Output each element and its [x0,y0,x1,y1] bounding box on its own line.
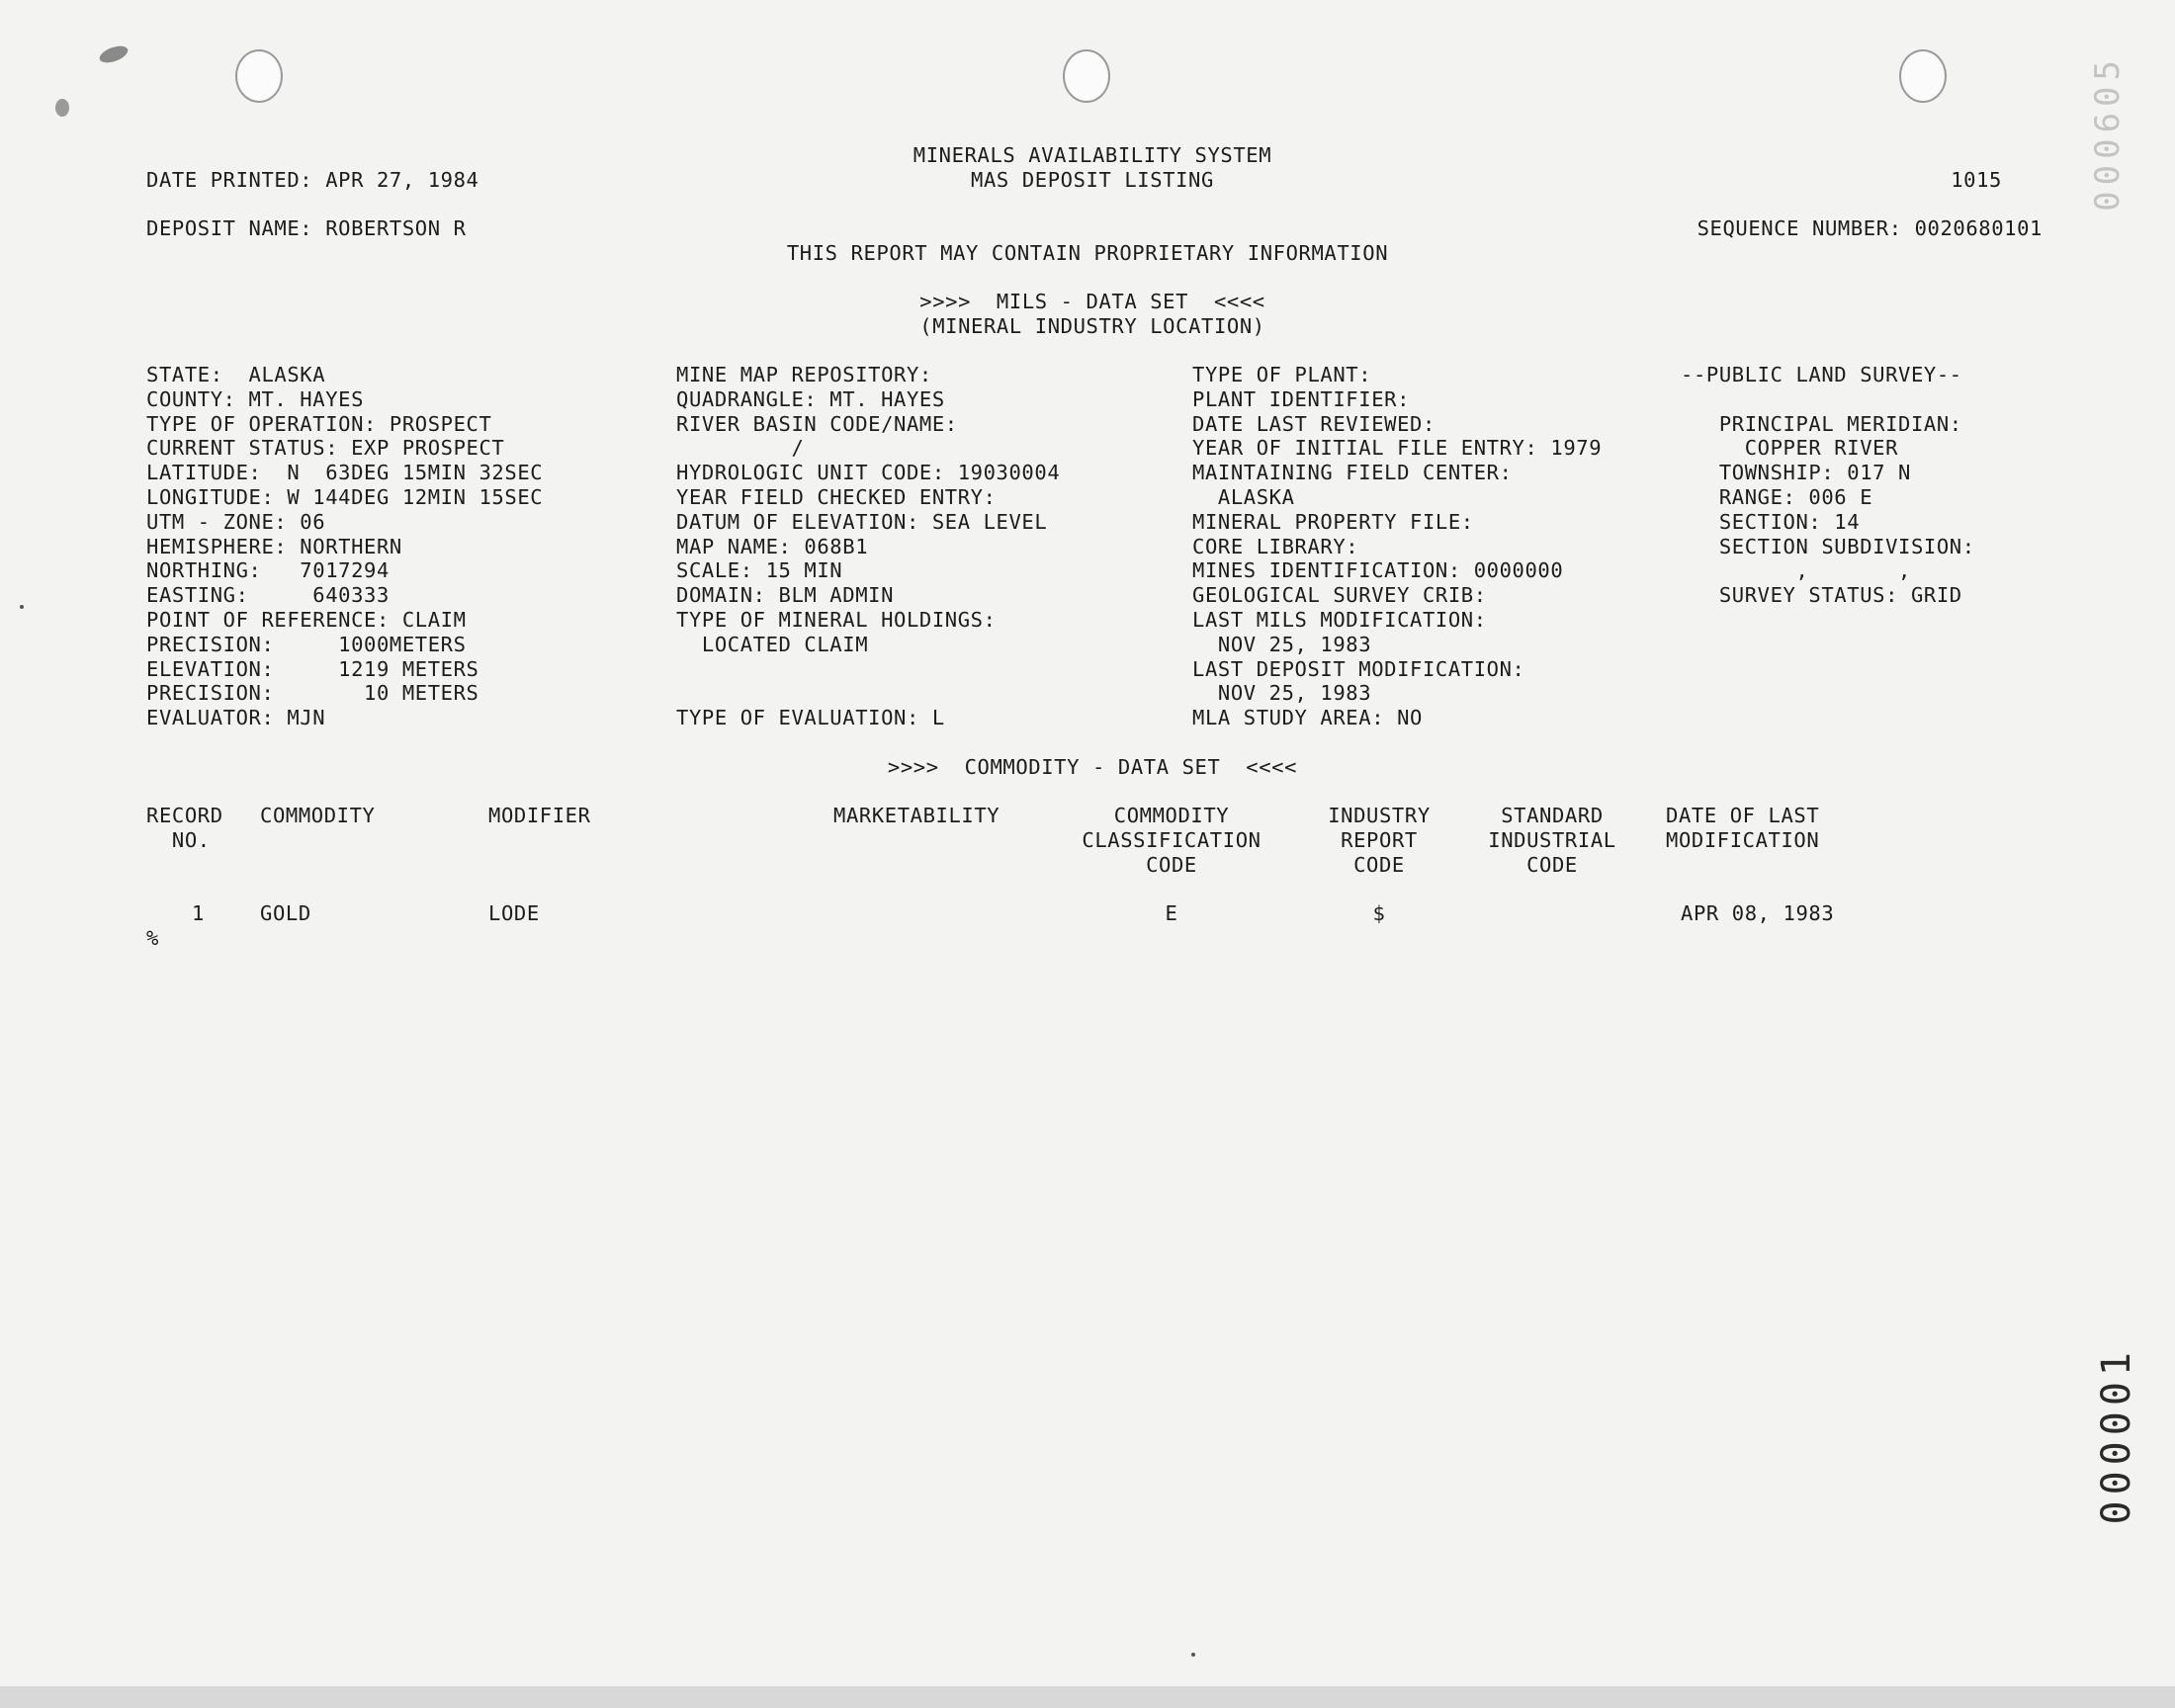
sequence-number: SEQUENCE NUMBER: 0020680101 [1696,216,2043,240]
public-land-survey-column: --PUBLIC LAND SURVEY-- PRINCIPAL MERIDIAN: COPPER RIVER TOWNSHIP: 017 N RANGE: 006 E SECTION: 14 SECTION SUBDIVISION: , , SURVEY STATUS: GRID [1681,363,1975,608]
header-industry-report-code: INDUSTRY REPORT CODE [1328,804,1431,877]
speck [20,605,24,609]
mils-section-title: >>>> MILS - DATA SET <<<< [919,290,1265,313]
header-classification-code: COMMODITY CLASSIFICATION CODE [1082,804,1262,877]
smudge [98,43,130,65]
date-printed: DATE PRINTED: APR 27, 1984 [146,168,479,192]
speck [1191,1653,1195,1657]
stamp-bottom-right: 000001 [2094,1346,2139,1525]
header-marketability: MARKETABILITY [833,804,1000,827]
header-standard-industrial-code: STANDARD INDUSTRIAL CODE [1488,804,1616,877]
punch-hole-center [1063,49,1110,103]
header-modifier: MODIFIER [488,804,591,827]
mils-file-column: TYPE OF PLANT: PLANT IDENTIFIER: DATE LAST REVIEWED: YEAR OF INITIAL FILE ENTRY: 1979 MAINTAINING FIELD CENTER: ALASKA MINERAL PROPERTY FILE: CORE LIBRARY: MINES IDENTIFICATION: 0000000 GEOLOGICAL SURVEY CRIB: LAST MILS MODIFICATION: NOV 25, 1983 LAST DEPOSIT MODIFICATION: NOV 25, 1983 MLA STUDY AREA: NO [1192,363,1603,730]
stamp-top-right: 000605 [2088,54,2128,212]
end-marker: % [146,926,159,950]
scan-border [0,1686,2175,1708]
listing-title: MAS DEPOSIT LISTING [971,168,1214,192]
proprietary-notice: THIS REPORT MAY CONTAIN PROPRIETARY INFORMATION [786,241,1389,265]
deposit-name: DEPOSIT NAME: ROBERTSON R [146,216,467,240]
punch-hole-left [235,49,283,103]
header-date-last-modification: DATE OF LAST MODIFICATION [1666,804,1820,852]
system-title: MINERALS AVAILABILITY SYSTEM [913,143,1272,167]
punch-hole-right [1899,49,1947,103]
cell-date-last-modification: APR 08, 1983 [1681,901,1835,925]
cell-classification-code: E [1165,901,1178,925]
page-number: 1015 [1951,168,2002,192]
commodity-section-title: >>>> COMMODITY - DATA SET <<<< [887,755,1298,779]
mils-section-subtitle: (MINERAL INDUSTRY LOCATION) [919,314,1265,338]
cell-record: 1 [192,901,205,925]
header-record-no: RECORD NO. [146,804,223,852]
header-commodity: COMMODITY [260,804,376,827]
cell-industry-report-code: $ [1372,901,1386,925]
mils-location-column: STATE: ALASKA COUNTY: MT. HAYES TYPE OF OPERATION: PROSPECT CURRENT STATUS: EXP PROSPECT LATITUDE: N 63DEG 15MIN 32SEC LONGITUDE: W 144DEG 12MIN 15SEC UTM - ZONE: 06 HEMISPHERE: NORTHERN NORTHING: 7017294 EASTING: 640333 POINT OF REFERENCE: CLAIM PRECISION: 1000METERS ELEVATION: 1219 METERS PRECISION: 10 METERS EVALUATOR: MJN [146,363,544,730]
mils-map-column: MINE MAP REPOSITORY: QUADRANGLE: MT. HAYES RIVER BASIN CODE/NAME: / HYDROLOGIC UNIT CODE: 19030004 YEAR FIELD CHECKED ENTRY: DATUM OF ELEVATION: SEA LEVEL MAP NAME: 068B1 SCALE: 15 MIN DOMAIN: BLM ADMIN TYPE OF MINERAL HOLDINGS: LOCATED CLAIM TYPE OF EVALUATION: L [676,363,1061,730]
smudge [55,99,69,117]
cell-modifier: LODE [488,901,540,925]
cell-commodity: GOLD [260,901,311,925]
